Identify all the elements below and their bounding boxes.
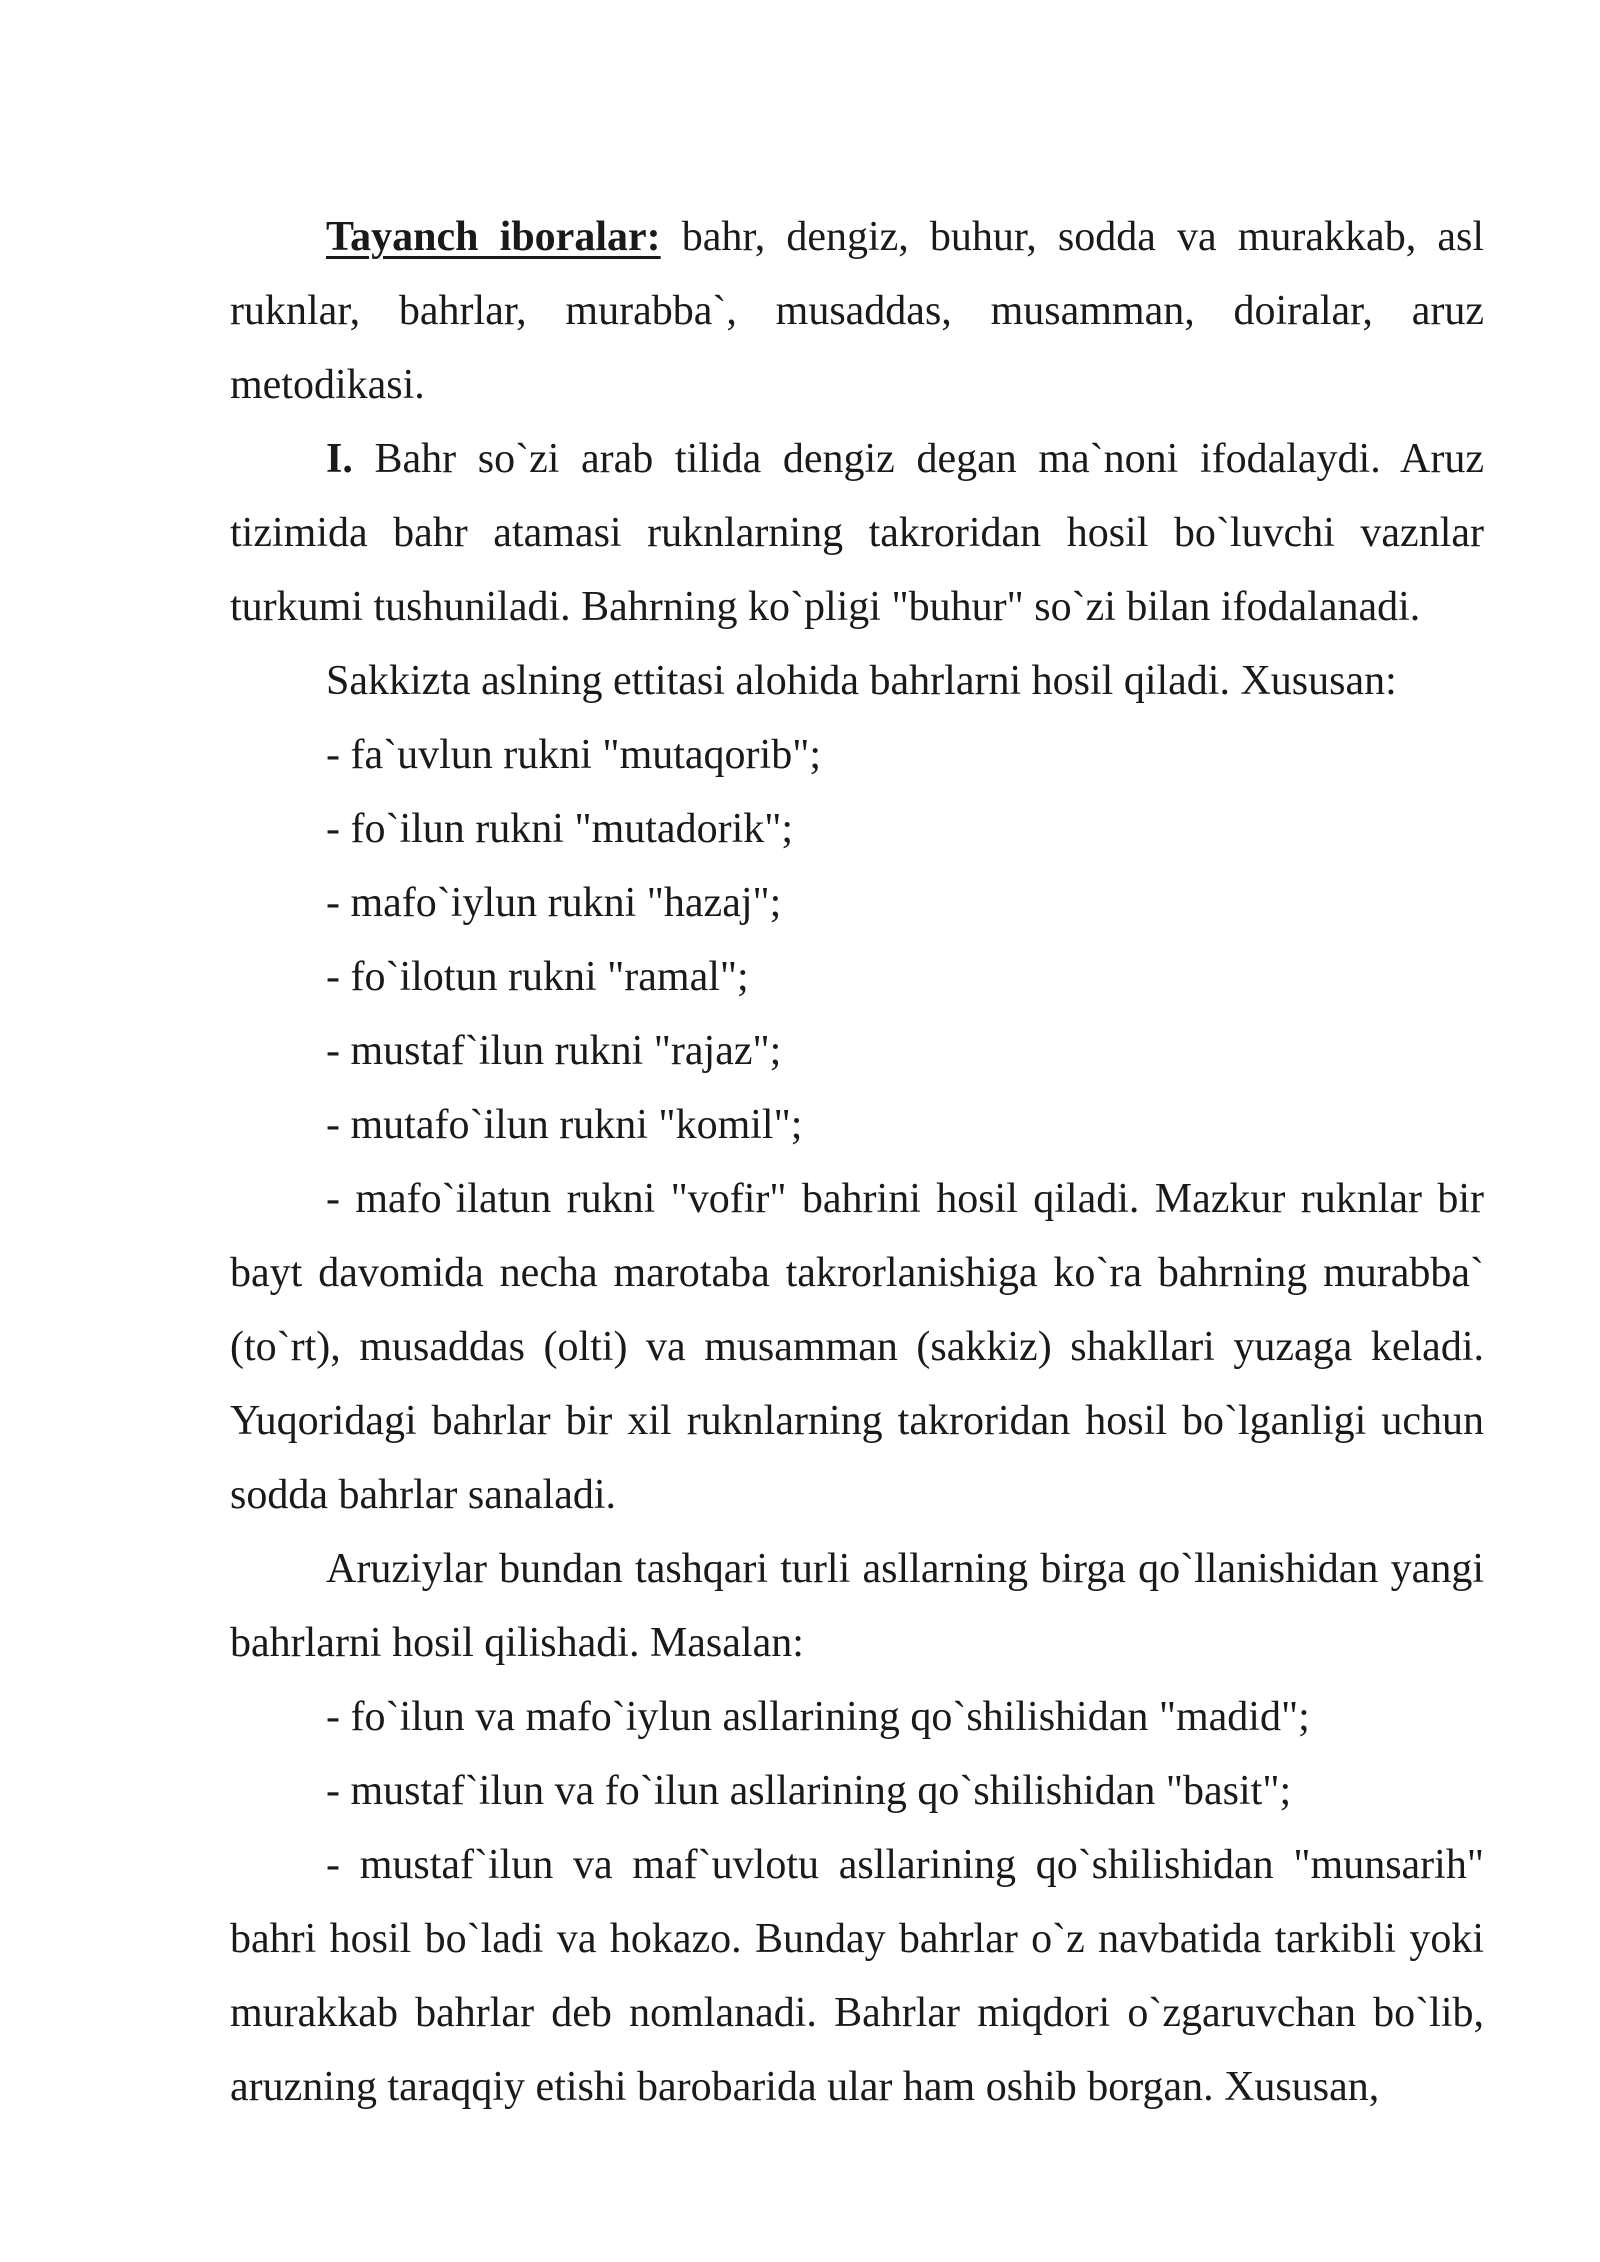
list-item-mutaqorib: - fa`uvlun rukni "mutaqorib"; (326, 732, 822, 778)
keywords-label: Tayanch iboralar: (326, 214, 661, 260)
section-1-paragraph (230, 422, 1484, 644)
compound-intro-paragraph: Aruziylar bundan tashqari turli asllarning birga qo`llanishidan yangi bahrlarni hosil qilishadi. Masalan: (230, 1546, 1484, 1666)
list-item-hazaj: - mafo`iylun rukni "hazaj"; (326, 880, 782, 926)
list-item-mutadorik: - fo`ilun rukni "mutadorik"; (326, 806, 794, 852)
list-item-madid: - fo`ilun va mafo`iylun asllarining qo`shilishidan "madid"; (326, 1694, 1310, 1740)
intro-line: Sakkizta aslning ettitasi alohida bahrlarni hosil qiladi. Xususan: (326, 658, 1397, 704)
list-item-vofir: - mafo`ilatun rukni "vofir" bahrini hosil qiladi. Mazkur ruknlar bir bayt davomida necha marotaba takrorlanishiga ko`ra bahrning murabba` (to`rt), musaddas (olti) va musamman (sakkiz) shakllari yuzaga keladi. Yuqoridagi bahrlar bir xil ruknlarning takroridan hosil bo`lganligi uchun sodda bahrlar sanaladi. (230, 1176, 1484, 1518)
keywords-paragraph (230, 200, 1484, 422)
list-item-basit: - mustaf`ilun va fo`ilun asllarining qo`shilishidan "basit"; (326, 1768, 1292, 1814)
list-item-rajaz: - mustaf`ilun rukni "rajaz"; (326, 1028, 782, 1074)
section-numeral: I. (326, 436, 353, 482)
document-page (230, 200, 1484, 2124)
section-1-text: Bahr so`zi arab tilida dengiz degan ma`noni ifodalaydi. Aruz tizimida bahr atamasi ruknlarning takroridan hosil bo`luvchi vaznlar turkumi tushuniladi. Bahrning ko`pligi "buhur" so`zi bilan ifodalanadi. (230, 436, 1484, 630)
keywords-text: bahr, dengiz, buhur, sodda va murakkab, asl ruknlar, bahrlar, murabba`, musaddas, musamman, doiralar, aruz metodikasi. (230, 214, 1484, 408)
list-item-munsarih: - mustaf`ilun va maf`uvlotu asllarining qo`shilishidan "munsarih" bahri hosil bo`ladi va hokazo. Bunday bahrlar o`z navbatida tarkibli yoki murakkab bahrlar deb nomlanadi. Bahrlar miqdori o`zgaruvchan bo`lib, aruzning taraqqiy etishi barobarida ular ham oshib borgan. Xususan, (230, 1842, 1484, 2110)
list-item-ramal: - fo`ilotun rukni "ramal"; (326, 954, 749, 1000)
list-item-komil: - mutafo`ilun rukni "komil"; (326, 1102, 803, 1148)
